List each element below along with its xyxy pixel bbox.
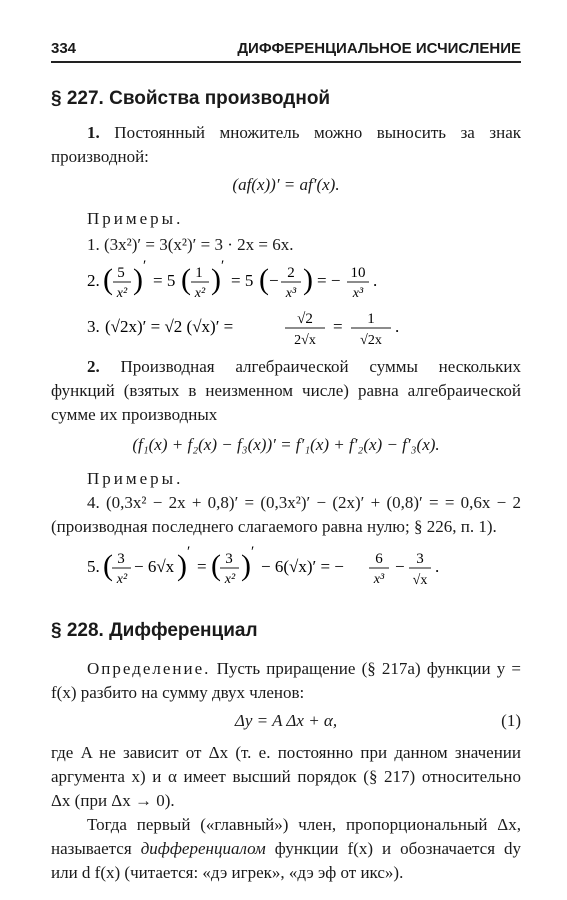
ex2-frac3-den: x³: [285, 286, 297, 301]
ex5-frac1-num: 3: [117, 551, 125, 567]
formula-1: [51, 709, 521, 733]
ex2-paren3-close: ): [303, 263, 313, 296]
ex2-num: 2.: [87, 271, 100, 290]
ex2-frac1-den: x²: [116, 286, 128, 301]
ex5-frac3-num: 6: [375, 551, 383, 567]
ex2-period: .: [373, 271, 378, 290]
example-3: [51, 305, 521, 349]
ex5-frac2-num: 3: [225, 551, 233, 567]
paragraph-2-start: Тогда первый («главный») член, пропорциональный Δx, называется: [51, 815, 521, 858]
ex2-frac1-num: 5: [117, 265, 125, 281]
ex3-frac2-den: √2x: [360, 333, 382, 348]
ex5-paren2-close: ): [241, 549, 251, 582]
page-number: 334: [51, 40, 77, 57]
ex3-num: 3.: [87, 317, 100, 336]
paragraph-2-term: дифференциалом: [140, 839, 266, 858]
rule-2: [51, 355, 521, 427]
ex2-frac4-den: x³: [352, 286, 364, 301]
ex2-prime1: ′: [143, 258, 147, 274]
book-page: [51, 40, 521, 890]
ex5-minus-sqrt: − 6√x: [134, 557, 175, 576]
ex5-num: 5.: [87, 557, 100, 576]
ex5-frac4-num: 3: [416, 551, 424, 567]
rule-1-number: 1.: [87, 123, 100, 142]
ex2-paren-open: (: [103, 263, 113, 296]
ex3-frac2-num: 1: [367, 311, 375, 327]
ex5-paren2-open: (: [211, 549, 221, 582]
ex5-frac2-den: x²: [224, 572, 236, 587]
example-3-formula: [87, 305, 427, 349]
examples-label-1: Примеры.: [87, 209, 184, 228]
rule-2-text: Производная алгебраической суммы нескольких функций (взятых в неизменном числе) равна алгебраической сумме их производных: [51, 357, 522, 424]
ex3-frac1-den: 2√x: [294, 333, 316, 348]
example-4: 4. (0,3x² − 2x + 0,8)′ = (0,3x²)′ − (2x)′ + (0,8)′ = = 0,6x − 2 (производная последнего слагаемого равна нулю; § 226, п. 1).: [51, 493, 521, 536]
ex2-frac4-num: 10: [350, 265, 366, 281]
running-header: [51, 40, 521, 63]
ex2-minus: −: [269, 271, 279, 290]
definition-label: Определение.: [87, 659, 211, 678]
ex5-mid: − 6(√x)′ = −: [261, 557, 344, 576]
ex2-frac3-num: 2: [287, 265, 295, 281]
ex5-frac1-den: x²: [116, 572, 128, 587]
definition-text: Пусть приращение (§ 217а) функции y = f(x) разбито на сумму двух членов:: [51, 659, 521, 702]
ex2-frac2-den: x²: [194, 286, 206, 301]
rule-2-number: 2.: [87, 357, 100, 376]
ex3-period: .: [395, 317, 400, 336]
ex2-paren2-close: ): [211, 263, 221, 296]
example-5-formula: [87, 545, 447, 589]
ex5-frac3-den: x³: [373, 572, 385, 587]
ex2-eq3: = −: [317, 271, 341, 290]
paragraph-2-end: функции f(x) и обозначается dy или d f(x) (читается: «дэ игрек», «дэ эф от икс»).: [51, 839, 522, 882]
ex5-minus: −: [395, 557, 405, 576]
ex2-prime2: ′: [221, 258, 225, 274]
rule-1: [51, 121, 521, 169]
ex2-frac2-num: 1: [195, 265, 203, 281]
ex5-paren-close: ): [177, 549, 187, 582]
ex5-eq1: =: [197, 557, 207, 576]
ex2-eq2: = 5: [231, 271, 254, 290]
ex3-lhs: (√2x)′ = √2 (√x)′ =: [105, 317, 234, 336]
rule-1-formula: (af(x))′ = af′(x).: [232, 175, 340, 194]
formula-1-number: (1): [501, 711, 521, 730]
ex2-paren3-open: (: [259, 263, 269, 296]
ex2-paren-close: ): [133, 263, 143, 296]
examples-label-2: Примеры.: [87, 469, 184, 488]
rule-1-text: Постоянный множитель можно выносить за знак производной:: [51, 123, 522, 166]
ex3-frac1-num: √2: [297, 311, 313, 327]
example-2: [51, 259, 521, 303]
example-5: [51, 545, 521, 589]
ex2-eq1: = 5: [153, 271, 176, 290]
ex5-prime2: ′: [251, 544, 255, 560]
example-2-formula: [87, 259, 387, 303]
rule-2-formula: (f₁(x) + f₂(x) − f₃(x))′ = f′₁(x) + f′₂(x) − f′₃(x).: [132, 435, 440, 454]
ex5-paren-open: (: [103, 549, 113, 582]
section-228-title: § 228. Дифференциал: [51, 620, 258, 641]
example-1: 1. (3x²)′ = 3(x²)′ = 3 · 2x = 6x.: [87, 235, 294, 254]
paragraph-1: где A не зависит от Δx (т. е. постоянно при данном значении аргумента x) и α имеет высший порядок (§ 217) относительно Δx (при Δx → 0).: [51, 743, 521, 810]
paragraph-2: [51, 813, 521, 885]
ex5-prime1: ′: [187, 544, 191, 560]
running-title: ДИФФЕРЕНЦИАЛЬНОЕ ИСЧИСЛЕНИЕ: [237, 40, 521, 57]
section-227-title: § 227. Свойства производной: [51, 88, 331, 109]
ex5-frac4-den: √x: [412, 573, 428, 588]
definition: [51, 657, 521, 705]
ex3-eq: =: [333, 317, 343, 336]
formula-1-text: Δy = A Δx + α,: [234, 711, 338, 730]
ex5-period: .: [435, 557, 440, 576]
ex2-paren2-open: (: [181, 263, 191, 296]
